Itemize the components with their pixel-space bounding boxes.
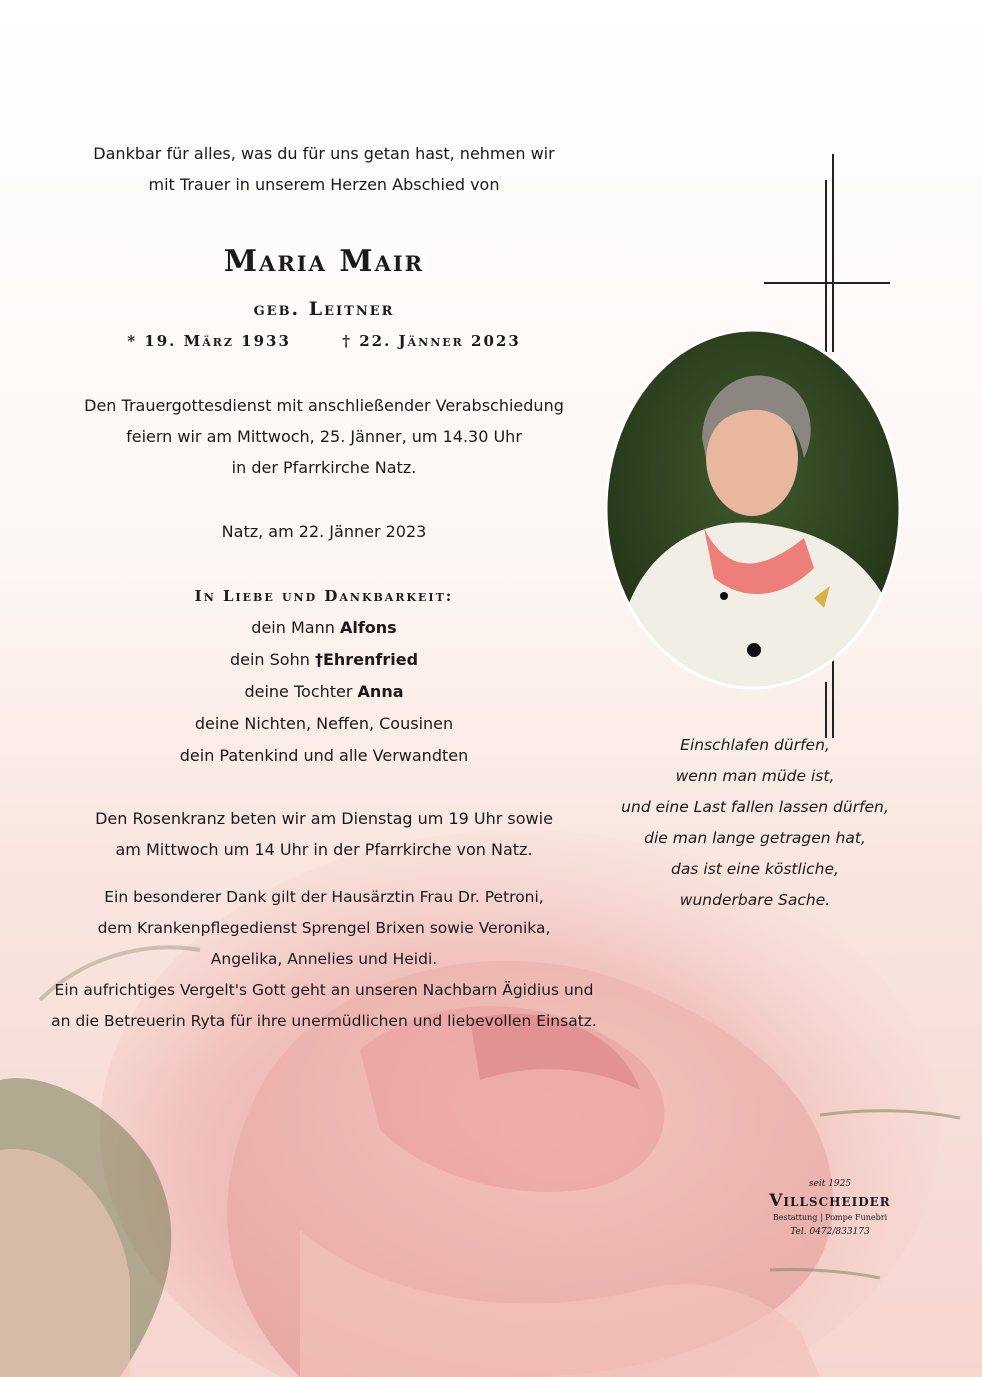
mourner-son-name: †Ehrenfried xyxy=(314,650,419,669)
logo-brand: Villscheider xyxy=(769,1191,891,1211)
mourner-daughter-prefix: deine Tochter xyxy=(244,682,358,701)
service-info xyxy=(60,390,588,483)
mourner-godchild: dein Patenkind und alle Verwandten xyxy=(179,746,469,765)
mourner-son-prefix: dein Sohn xyxy=(229,650,315,669)
thanks-line-4: Ein aufrichtiges Vergelt's Gott geht an unseren Nachbarn Ägidius und xyxy=(54,981,594,999)
mourner-relatives: deine Nichten, Neffen, Cousinen xyxy=(194,714,454,733)
deceased-name: Maria Mair xyxy=(223,244,425,279)
thanks-text xyxy=(40,882,608,1037)
mourner-daughter-name: Anna xyxy=(357,682,404,701)
thanks-line-1: Ein besonderer Dank gilt der Hausärztin Frau Dr. Petroni, xyxy=(104,888,544,906)
quote-line: und eine Last fallen lassen dürfen, xyxy=(621,798,889,816)
rosary-line-2: am Mittwoch um 14 Uhr in der Pfarrkirche von Natz. xyxy=(115,840,533,859)
quote-line: wenn man müde ist, xyxy=(675,767,835,785)
mourner-daughter xyxy=(60,676,588,708)
mourner-husband-name: Alfons xyxy=(339,618,397,637)
funeral-home-logo xyxy=(740,1178,920,1240)
rosary-line-1: Den Rosenkranz beten wir am Dienstag um 19 Uhr sowie xyxy=(95,809,553,828)
intro-text xyxy=(60,138,588,200)
mourner-husband xyxy=(60,612,588,644)
life-dates xyxy=(60,327,588,355)
logo-phone: Tel. 0472/833173 xyxy=(790,1227,870,1237)
place-date: Natz, am 22. Jänner 2023 xyxy=(221,522,427,541)
quote-line: die man lange getragen hat, xyxy=(644,829,866,847)
memorial-quote xyxy=(610,730,900,916)
mourner-son xyxy=(60,644,588,676)
thanks-line-5: an die Betreuerin Ryta für ihre unermüdlichen und liebevollen Einsatz. xyxy=(51,1012,597,1030)
maiden-name: geb. Leitner xyxy=(253,298,395,320)
service-line-2: feiern wir am Mittwoch, 25. Jänner, um 14.30 Uhr xyxy=(126,427,522,446)
intro-line-1: Dankbar für alles, was du für uns getan hast, nehmen wir xyxy=(93,144,555,163)
quote-line: das ist eine köstliche, xyxy=(671,860,839,878)
mourner-husband-prefix: dein Mann xyxy=(251,618,340,637)
mourners-heading: In Liebe und Dankbarkeit: xyxy=(194,587,454,605)
portrait-photo xyxy=(604,328,902,690)
intro-line-2: mit Trauer in unserem Herzen Abschied von xyxy=(148,175,500,194)
thanks-line-3: Angelika, Annelies und Heidi. xyxy=(210,950,438,968)
logo-subtitle: Bestattung | Pompe Funebri xyxy=(772,1213,888,1222)
death-date: † 22. Jänner 2023 xyxy=(342,332,521,350)
service-line-1: Den Trauergottesdienst mit anschließender Verabschiedung xyxy=(84,396,564,415)
logo-since: seit 1925 xyxy=(808,1179,852,1189)
quote-line: Einschlafen dürfen, xyxy=(680,736,830,754)
birth-date: * 19. März 1933 xyxy=(127,332,291,350)
quote-line: wunderbare Sache. xyxy=(679,891,831,909)
thanks-line-2: dem Krankenpflegedienst Sprengel Brixen sowie Veronika, xyxy=(97,919,551,937)
mourners-list xyxy=(60,612,588,772)
rosary-info xyxy=(60,803,588,865)
service-line-3: in der Pfarrkirche Natz. xyxy=(231,458,417,477)
